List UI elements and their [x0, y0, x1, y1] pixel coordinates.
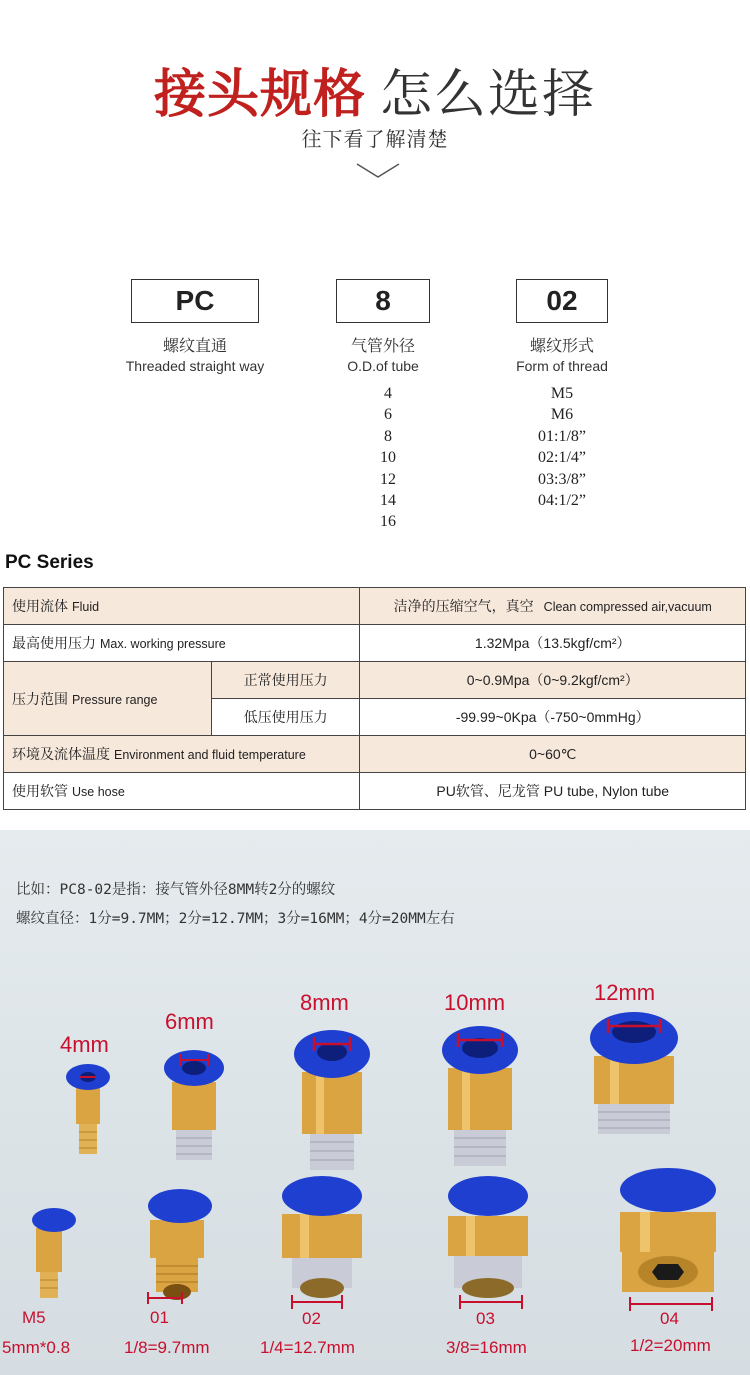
- tube-size-label: 8mm: [300, 990, 349, 1015]
- row-value: -99.99~0Kpa（-750~0mmHg）: [360, 699, 746, 736]
- code-box-tube: 8: [336, 279, 430, 323]
- table-row: [4, 662, 746, 699]
- tube-size-label: 10mm: [444, 990, 506, 1015]
- label-cn: 最高使用压力: [12, 636, 96, 652]
- thread-code-label: 02: [302, 1309, 321, 1328]
- thread-form-list: [512, 383, 612, 511]
- thread-code-label: 03: [476, 1309, 495, 1328]
- row-value: PU软管、尼龙管 PU tube, Nylon tube: [360, 773, 746, 810]
- code-caption-tube: [313, 333, 453, 374]
- thread-code-label: 01: [150, 1308, 169, 1327]
- tube-od-value: 6: [384, 406, 392, 424]
- heading-bold: 接头规格: [153, 65, 366, 125]
- tube-size-label: 6mm: [165, 1009, 214, 1034]
- fitting-4mm-image: [63, 1062, 113, 1162]
- fitting-8mm-image: [292, 1028, 372, 1178]
- sub-label: 低压使用压力: [211, 699, 360, 736]
- fitting-10mm-image: [440, 1024, 520, 1174]
- code-box-series: PC: [131, 279, 259, 323]
- thread-size-label: 5mm*0.8: [2, 1338, 71, 1357]
- table-row: [4, 773, 746, 810]
- tube-od-value: 4: [384, 385, 392, 402]
- table-row: [4, 736, 746, 773]
- row-value: [360, 588, 746, 625]
- thread-form-value: 03:3/8”: [538, 470, 586, 488]
- label-en: Use hose: [72, 785, 125, 799]
- fitting-12mm-image: [586, 1010, 682, 1140]
- thread-form-value: M5: [550, 385, 574, 402]
- code-caption-series: [103, 333, 287, 374]
- thread-size-label: 1/4=12.7mm: [260, 1338, 355, 1357]
- table-row: [4, 588, 746, 625]
- label-en: Environment and fluid temperature: [114, 748, 306, 762]
- thread-form-value: M6: [550, 406, 574, 424]
- caption-cn: 螺纹直通: [162, 336, 227, 355]
- row-value: 0~60℃: [360, 736, 746, 773]
- row-value: 1.32Mpa（13.5kgf/cm²）: [360, 625, 746, 662]
- label-en: Pressure range: [72, 692, 158, 707]
- series-title: PC Series: [5, 552, 94, 573]
- heading-light: 怎么选择: [380, 65, 597, 125]
- row-label: [4, 662, 212, 736]
- caption-cn: 气管外径: [350, 336, 415, 355]
- label-cn: 使用软管: [12, 784, 68, 800]
- product-photo-panel: [0, 830, 750, 1375]
- tube-od-value: 8: [384, 427, 392, 445]
- thread-size-label: 3/8=16mm: [446, 1338, 527, 1357]
- tube-od-value: 14: [380, 492, 396, 510]
- label-cn: 使用流体: [12, 599, 68, 615]
- tube-od-value: 16: [380, 513, 396, 531]
- row-label: [4, 773, 360, 810]
- row-label: [4, 588, 360, 625]
- chevron-down-icon: [356, 163, 400, 179]
- label-en: Fluid: [72, 600, 100, 614]
- thread-form-value: 02:1/4”: [538, 449, 586, 467]
- fitting-02-image: [274, 1176, 370, 1306]
- caption-en: Form of thread: [516, 358, 608, 374]
- code-caption-thread: [492, 333, 632, 374]
- thread-form-value: 04:1/2”: [538, 492, 586, 510]
- thread-size-label: 1/2=20mm: [630, 1336, 711, 1355]
- heading-subtitle: 往下看了解清楚: [301, 127, 449, 151]
- value-cn: 洁净的压缩空气，真空: [393, 599, 534, 615]
- tube-od-value: 12: [380, 470, 396, 488]
- label-en: Max. working pressure: [100, 637, 226, 651]
- thread-form-value: 01:1/8”: [538, 427, 586, 445]
- tube-size-label: 12mm: [594, 980, 656, 1005]
- row-label: [4, 736, 360, 773]
- thread-measure-marks: [0, 1290, 750, 1320]
- row-label: [4, 625, 360, 662]
- caption-en: O.D.of tube: [347, 358, 419, 374]
- fitting-03-image: [440, 1176, 536, 1306]
- thread-diameter-text: 螺纹直径：1分=9.7MM；2分=12.7MM；3分=16MM；4分=20MM左右: [16, 911, 455, 927]
- example-text: 比如：PC8-02是指：接气管外径8MM转2分的螺纹: [16, 882, 336, 898]
- value-en: Clean compressed air,vacuum: [543, 600, 712, 614]
- label-cn: 压力范围: [12, 691, 68, 708]
- tube-od-value: 10: [380, 449, 396, 467]
- tube-od-list: [348, 383, 428, 533]
- tube-size-label: 4mm: [60, 1032, 109, 1057]
- spec-table: [3, 587, 746, 810]
- sub-label: 正常使用压力: [211, 662, 360, 699]
- row-value: 0~0.9Mpa（0~9.2kgf/cm²）: [360, 662, 746, 699]
- caption-en: Threaded straight way: [125, 358, 265, 374]
- label-cn: 环境及流体温度: [12, 747, 110, 763]
- thread-size-label: 1/8=9.7mm: [124, 1338, 210, 1357]
- caption-cn: 螺纹形式: [529, 336, 594, 355]
- table-row: [4, 625, 746, 662]
- fitting-6mm-image: [162, 1048, 226, 1168]
- thread-code-label: M5: [22, 1308, 46, 1327]
- thread-code-label: 04: [660, 1309, 679, 1328]
- fitting-04-image: [612, 1168, 724, 1308]
- page-heading: [0, 52, 750, 127]
- code-box-thread: 02: [516, 279, 608, 323]
